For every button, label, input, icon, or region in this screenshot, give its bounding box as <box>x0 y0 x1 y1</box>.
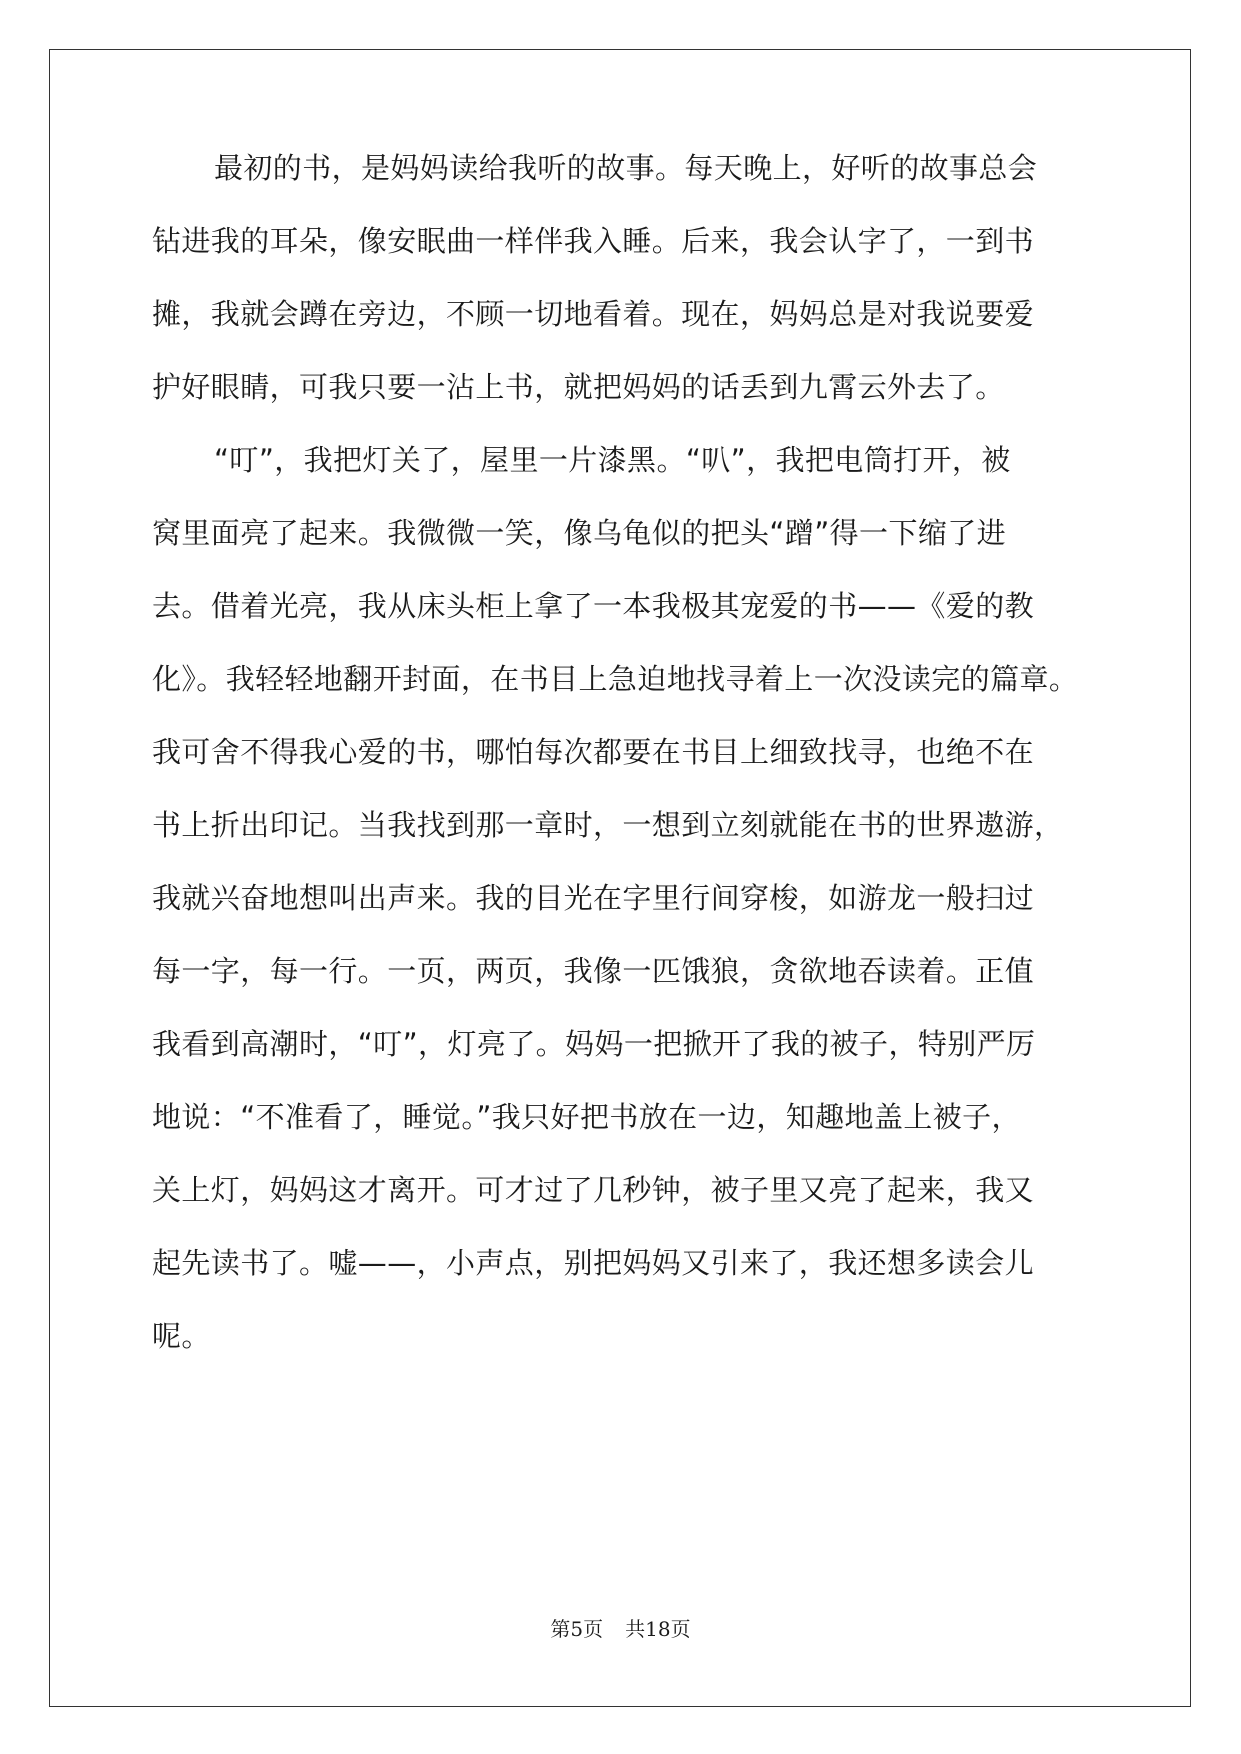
text-line: 窝里面亮了起来。我微微一笑，像乌龟似的把头“蹭”得一下缩了进 <box>152 516 1007 550</box>
text-line: 护好眼睛，可我只要一沾上书，就把妈妈的话丢到九霄云外去了。 <box>152 370 1005 404</box>
text-line: 去。借着光亮，我从床头柜上拿了一本我极其宠爱的书——《爱的教 <box>152 589 1035 623</box>
text-line: 关上灯，妈妈这才离开。可才过了几秒钟，被子里又亮了起来，我又 <box>152 1173 1035 1207</box>
text-line: 我可舍不得我心爱的书，哪怕每次都要在书目上细致找寻，也绝不在 <box>152 735 1035 769</box>
text-line: 起先读书了。嘘——，小声点，别把妈妈又引来了，我还想多读会儿 <box>152 1246 1035 1280</box>
text-line: 地说：“不准看了，睡觉。”我只好把书放在一边，知趣地盖上被子， <box>152 1100 1021 1134</box>
text-line: 我就兴奋地想叫出声来。我的目光在字里行间穿梭，如游龙一般扫过 <box>152 881 1035 915</box>
text-line: 呢。 <box>152 1319 211 1353</box>
page-number: 第5页 <box>550 1617 604 1641</box>
text-line: 钻进我的耳朵，像安眠曲一样伴我入睡。后来，我会认字了，一到书 <box>152 224 1035 258</box>
text-line: 我看到高潮时，“叮”，灯亮了。妈妈一把掀开了我的被子，特别严厉 <box>152 1027 1036 1061</box>
text-line: “叮”，我把灯关了，屋里一片漆黑。“叭”，我把电筒打开，被 <box>214 443 1011 477</box>
text-line: 摊，我就会蹲在旁边，不顾一切地看着。现在，妈妈总是对我说要爱 <box>152 297 1035 331</box>
text-line: 化》。我轻轻地翻开封面，在书目上急迫地找寻着上一次没读完的篇章。 <box>152 662 1079 696</box>
page-total: 共18页 <box>625 1617 691 1641</box>
page-footer <box>0 1617 1241 1641</box>
text-line: 最初的书，是妈妈读给我听的故事。每天晚上，好听的故事总会 <box>214 151 1038 185</box>
text-line: 书上折出印记。当我找到那一章时，一想到立刻就能在书的世界遨游， <box>152 808 1064 842</box>
text-line: 每一字，每一行。一页，两页，我像一匹饿狼，贪欲地吞读着。正值 <box>152 954 1035 988</box>
